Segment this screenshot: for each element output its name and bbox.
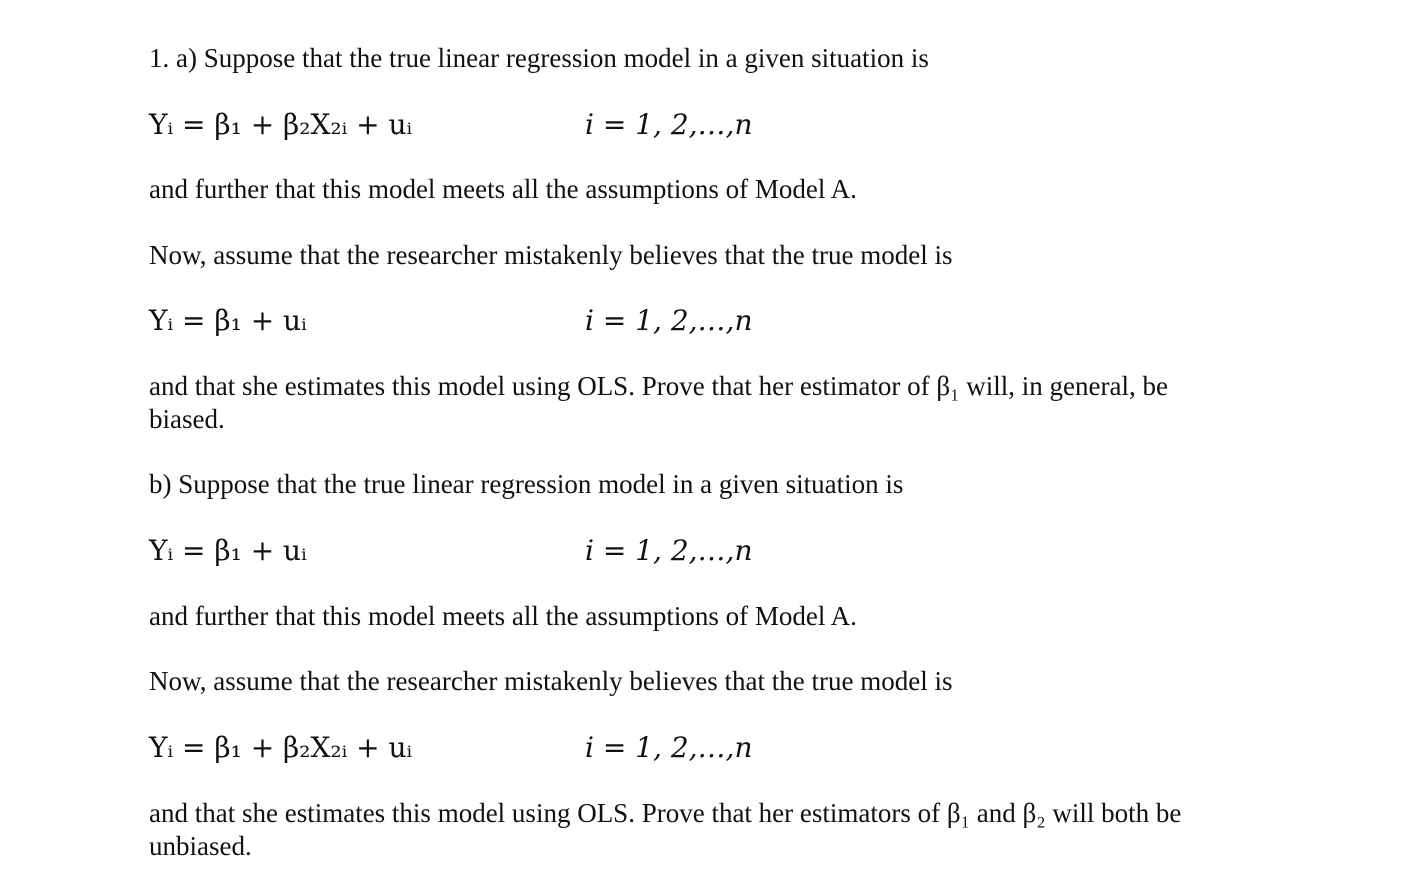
equation-index-range: i = 1, 2,…,n [585,108,753,141]
part-a-true-model-equation [149,108,753,142]
equation-lhs: Yᵢ = β₁ + β₂X₂ᵢ + uᵢ [149,108,413,141]
equation-lhs: Yᵢ = β₁ + β₂X₂ᵢ + uᵢ [149,731,413,764]
part-b-belief: Now, assume that the researcher mistakenly believes that the true model is [149,666,953,696]
part-a-believed-model-equation [149,304,753,338]
part-a-task-line-1: and that she estimates this model using OLS. Prove that her estimator of β₁ will, in general, be [149,371,1168,401]
part-b-true-model-equation [149,534,753,568]
part-b-believed-model-equation [149,731,753,765]
part-a-assumption: and further that this model meets all the assumptions of Model A. [149,174,857,204]
equation-index-range: i = 1, 2,…,n [585,731,753,764]
equation-lhs: Yᵢ = β₁ + uᵢ [149,534,307,567]
equation-index-range: i = 1, 2,…,n [585,534,753,567]
part-a-belief: Now, assume that the researcher mistakenly believes that the true model is [149,240,953,270]
part-b-task-line-1: and that she estimates this model using OLS. Prove that her estimators of β₁ and β₂ will both be [149,798,1182,828]
part-a-task-line-2: biased. [149,404,225,434]
part-b-task-line-2: unbiased. [149,831,252,861]
part-b-intro: b) Suppose that the true linear regression model in a given situation is [149,469,904,499]
equation-index-range: i = 1, 2,…,n [585,304,753,337]
equation-lhs: Yᵢ = β₁ + uᵢ [149,304,307,337]
part-b-assumption: and further that this model meets all the assumptions of Model A. [149,601,857,631]
part-a-intro: 1. a) Suppose that the true linear regression model in a given situation is [149,43,929,73]
